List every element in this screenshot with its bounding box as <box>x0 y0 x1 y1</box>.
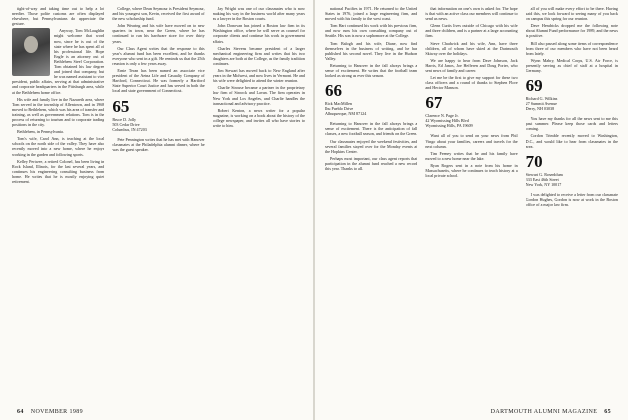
paragraph: Glenn Curtis lives outside of Chicago with his wife and three children, and is a partner at a large accounting firm. <box>425 23 518 39</box>
right-column-1 <box>325 6 417 402</box>
paragraph: Jim Stewart has moved back to New England after years in the Midwest, and now lives in Vermont. He and his wife were delighted to attend the winter reunion. <box>212 68 305 84</box>
class-secretary-address <box>526 96 618 111</box>
paragraph: Our Class Agent writes that the response to this year's alumni fund has been excellent, and he thanks everyone who sent in a gift. He reminds us that the 25th reunion is only a few years away. <box>112 45 205 66</box>
issue-date: NOVEMBER 1989 <box>30 409 84 415</box>
paragraph: Tom Balogh and his wife, Diane, now find themselves in the business of writing, and he has published his second novel. They live in the Hudson Valley. <box>325 40 418 61</box>
paragraph: His wife and family live in the Nazareth area, where Tom served in the township of Allentown, and in 1968 moved to Bethlehem, which was his area of transfer and training, as well as government relations. Tom is in the process of returning to tourism and to corporate trading positions in the city. <box>12 96 105 128</box>
paragraph: We are happy to hear from Dave Johnson, Jack Harris, Ed Janos, Joe Hefferen and Doug Porter, who sent news of family and career. <box>425 57 518 74</box>
paragraph: national Pacifies in 1971. He returned to the United States in 1976, joined a large engineering firm, and moved with his family to the west coast. <box>325 6 418 22</box>
paragraph: Charles Stevens became president of a larger mechanical engineering firm and writes that his two daughters are both at the College, as the family tradition continues. <box>212 45 305 66</box>
left-column-3 <box>213 6 305 402</box>
paragraph: Returning to Hanover in the fall always brings a sense of excitement. There is the anticipation of fall classes, a new football season, and friends on the Green. <box>325 121 418 137</box>
paragraph: Bill also passed along some items of correspondence from three of our members who have not been heard from lately. <box>525 40 618 56</box>
paragraph: Perhaps most important, our class agent reports that participation in the alumni fund reached a new record this year. Thanks to all. <box>325 155 418 171</box>
left-columns <box>12 6 305 402</box>
paragraph: Wynn Mabry, Medical Corps, U.S. Air Force, is presently serving as chief of staff at a hospital in Germany. <box>525 57 618 74</box>
paragraph: Our classmates enjoyed the weekend festivities, and several families stayed over for the Monday events at the Hopkins Center. <box>325 138 418 154</box>
paragraph: Let me be the first to give my support for these two class officers and a round of thanks to Stephen Flore and Hector Manson. <box>425 75 518 91</box>
paragraph: Charlie Strouse became a partner in the proprietary law firm of Stroock and Lavan. The firm operates in New York and Los Angeles, and Charlie handles the transactional and advisory practice. <box>212 85 305 106</box>
paragraph: Ernie Teran has been named an associate vice president of the Aetna Life and Casualty Company of Hartford, Connecticut. He was formerly a Hartford State Superior Court Justice and has served in both the local and state government of Connecticut. <box>112 68 205 94</box>
address-line: New York, NY 10017 <box>525 181 562 187</box>
class-year-heading: 69 <box>525 76 543 96</box>
magazine-title: DARTMOUTH ALUMNI MAGAZINE <box>490 409 598 415</box>
paragraph: tight-of-way and taking time out to help a lot needier. Those polite customs are often displayed elsewhere, but Pennsylvanians do appreciate the gesture. <box>12 6 105 27</box>
class-year-heading: 67 <box>425 93 443 113</box>
paragraph: all of you will make every effort to be there. Having said this, we look forward to seeing many of you back on campus this spring for our reunion. <box>525 6 618 22</box>
address-line: 503 Cedar Drive <box>112 121 140 127</box>
class-year-heading: 65 <box>112 96 130 116</box>
address-line: Ihu Pueblo Drive <box>325 106 354 112</box>
address-line: Richard G. Wilkins <box>525 96 558 102</box>
class-year-heading: 70 <box>525 151 543 171</box>
address-line: Bruce D. Jolly <box>112 116 137 122</box>
paragraph: College, where Dean Seymour is President Seymour, and his youngest son, Kevin, received the first award of the new scholarship fund. <box>112 6 205 22</box>
class-year-heading: 66 <box>325 81 342 101</box>
address-line: Wyomissing Hills, PA 19609 <box>425 123 473 129</box>
right-columns <box>325 6 618 402</box>
left-column-2 <box>112 6 204 402</box>
right-page <box>315 0 628 420</box>
paragraph: Tom's wife, Carol Ann, is teaching at the local schools on the north side of the valley. They have also recently moved into a new home, where he enjoys working in the garden and following sports. <box>12 136 105 157</box>
paragraph: Anyway, Tom McLaughlin might welcome that word now, since he is out of the state where he has spent all of his professional life. Hope Engle is an attorney out of Bethlehem Steel Corporation. Tom obtained his law degree and joined that company, but he was named assistant to vice president, public affairs, serving at that administrative and corporate headquarters in the Pittsburgh area, while at the Bethlehem home office. <box>12 28 105 95</box>
paragraph: John Wearing and his wife have moved on to new quarters in town, near the Green, where he has continued to run his hardware store for over thirty years. <box>112 23 205 44</box>
address-line: Clarence N. Page Jr. <box>425 113 459 119</box>
address-line: 333 East 46th Street <box>525 176 559 182</box>
paragraph: Returning to Hanover in the fall always brings a sense of excitement. He writes that the football team looked as strong as ever this season. <box>325 62 418 79</box>
address-line: Derry, NH 03038 <box>525 106 555 112</box>
address-line: Columbus, IN 47203 <box>112 126 147 132</box>
paragraph: Bethlehem, in Pennsylvania. <box>17 129 64 135</box>
page-number: 65 <box>604 409 611 415</box>
class-secretary-address <box>526 172 618 187</box>
address-line: 42 Wyomissing Hills Blvd <box>425 118 469 124</box>
address-line: Rick MacMillen <box>325 101 352 107</box>
left-column-1 <box>12 6 104 402</box>
page-number: 64 <box>17 409 24 415</box>
right-column-2 <box>425 6 517 402</box>
right-page-footer <box>491 409 616 415</box>
paragraph: that information on one's own is asked for. The hope is that with an active class our members will continue to send us news. <box>425 6 518 22</box>
paragraph: You have my thanks for all the news sent to me this past summer. Please keep those cards and letters coming. <box>525 116 618 132</box>
paragraph: Steve Chadwick and his wife, Ann, have three children, all of whom have skied at the Dartmouth Skiway over the holidays. <box>425 40 518 56</box>
right-column-3 <box>526 6 618 402</box>
paragraph: Kelley Pertwee, a retired Colonel, has been living in Rock Island, Illinois, for the last several years, and continues his engineering consulting business from home. He writes that he is mostly enjoying quiet retirement. <box>12 158 105 184</box>
paragraph: Jay Wright was one of our classmates who is now making his way in the business world after many years as a lawyer in the Boston courts. <box>212 6 305 22</box>
paragraph: Tim Feeney writes that he and his family have moved to a new home near the lake. <box>425 150 518 161</box>
address-line: Stewart G. Rosenblum <box>525 171 563 177</box>
class-secretary-address <box>112 117 204 132</box>
paragraph: I was delighted to receive a letter from our classmate Gordon Hughes, Gordon is now at work in the Boston office of a major law firm. <box>525 191 618 207</box>
paragraph: Tom Hart continued his work with his previous firm, and now runs his own consulting company out of Seattle. His son is now a sophomore at the College. <box>325 23 418 39</box>
address-line: 27 Summit Avenue <box>525 101 557 107</box>
class-secretary-address <box>325 101 417 116</box>
paragraph: Cordon Trimble recently moved to Washington, D.C., and would like to hear from classmates in the area. <box>525 133 618 149</box>
paragraph: Robert Kenton, a news writer for a popular magazine, is working on a book about the history of the college newspaper, and invites all who have stories to write to him. <box>212 107 305 128</box>
class-secretary-address <box>425 113 517 128</box>
left-page-footer <box>12 409 83 415</box>
address-line: Albuquerque, NM 87124 <box>325 111 367 117</box>
paragraph: Pete Pennington writes that he has met with Hanover classmates at the Philadelphia alumni dinner, where he was the guest speaker. <box>112 136 205 152</box>
paragraph: Want all of you to send on your news from Phil Vingo about your families, careers and travels for the next column. <box>425 133 518 149</box>
paragraph: Dave Hendricks dropped me the following note about Alumni Fund performance for 1989, and the news is positive. <box>525 23 618 39</box>
classmate-photo <box>12 28 50 76</box>
paragraph: Ryan Rogers sent in a note from his home in Massachusetts, where he continues to teach history at a local private school. <box>425 162 518 179</box>
paragraph: John Donovan has joined a Boston law firm in its Washington office, where he will serve as counsel for corporate clients and continue his work in government affairs. <box>212 23 305 44</box>
